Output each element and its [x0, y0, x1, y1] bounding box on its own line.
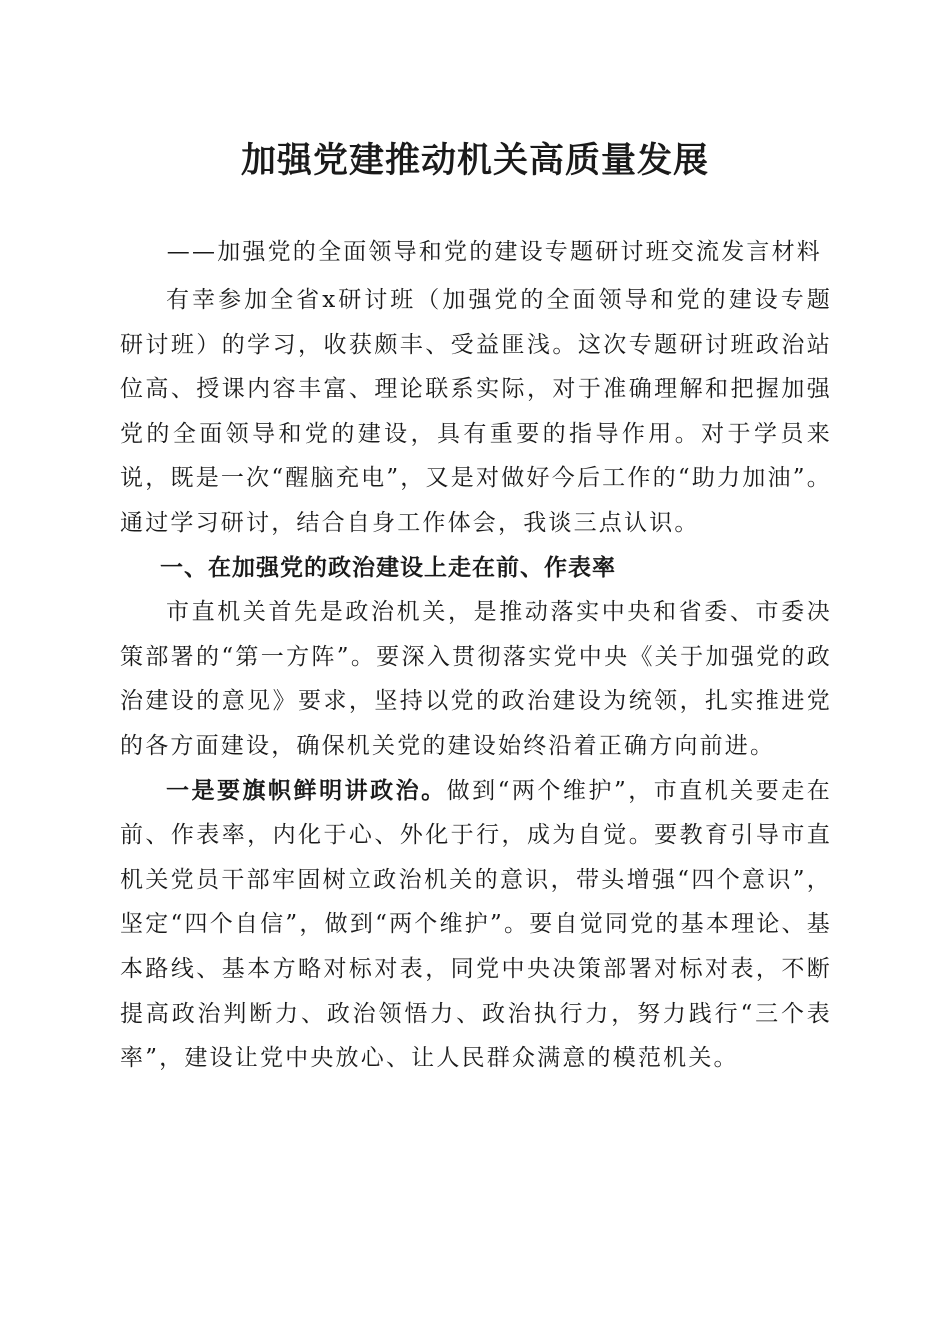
- section-heading: 一、在加强党的政治建设上走在前、作表率: [160, 554, 616, 581]
- document-subtitle: ——加强党的全面领导和党的建设专题研讨班交流发言材料: [166, 239, 822, 265]
- section-paragraph-point-one: [120, 769, 832, 1081]
- document-title: 加强党建推动机关高质量发展: [240, 140, 709, 181]
- intro-paragraph: 有幸参加全省x研讨班（加强党的全面领导和党的建设专题研讨班）的学习，收获颇丰、受益匪浅。这次专题研讨班政治站位高、授课内容丰富、理论联系实际，对于准确理解和把握加强党的全面领导和党的建设，具有重要的指导作用。对于学员来说，既是一次“醒脑充电”，又是对做好今后工作的“助力加油”。通过学习研讨，结合自身工作体会，我谈三点认识。: [120, 287, 832, 536]
- section-paragraph: 市直机关首先是政治机关，是推动落实中央和省委、市委决策部署的“第一方阵”。要深入贯彻落实党中央《关于加强党的政治建设的意见》要求，坚持以党的政治建设为统领，扎实推进党的各方面建设，确保机关党的建设始终沿着正确方向前进。: [120, 599, 832, 759]
- point-text: 做到“两个维护”，市直机关要走在前、作表率，内化于心、外化于行，成为自觉。要教育引导市直机关党员干部牢固树立政治机关的意识，带头增强“四个意识”，坚定“四个自信”，做到“两个维护”。要自觉同党的基本理论、基本路线、基本方略对标对表，同党中央决策部署对标对表，不断提高政治判断力、政治领悟力、政治执行力，努力践行“三个表率”，建设让党中央放心、让人民群众满意的模范机关。: [120, 777, 833, 1072]
- point-lead: 一是要旗帜鲜明讲政治。: [166, 776, 447, 804]
- document-body: [120, 278, 832, 1081]
